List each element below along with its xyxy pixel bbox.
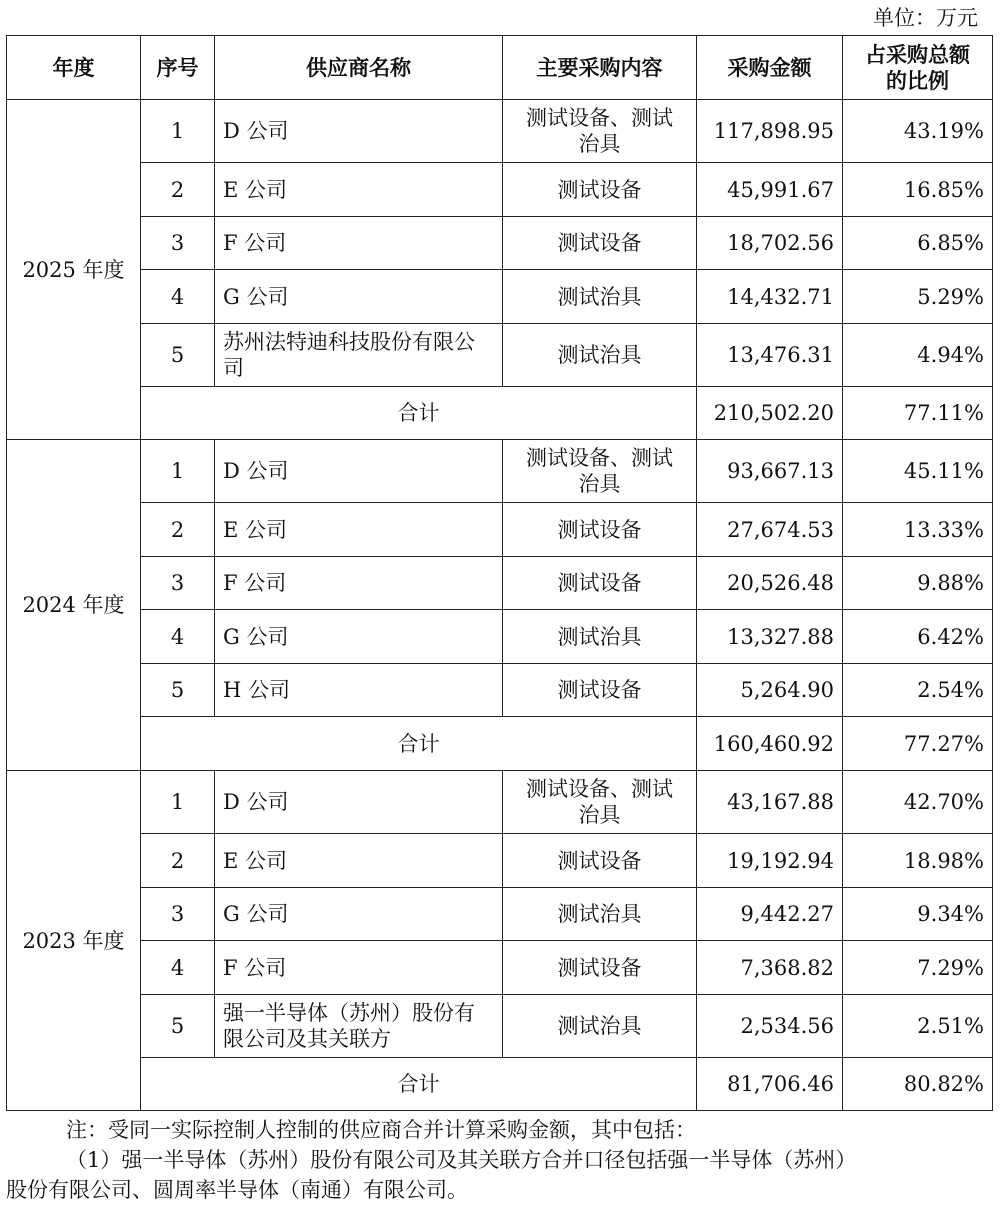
seq-cell: 3: [141, 888, 215, 941]
ratio-cell: 45.11%: [843, 440, 993, 503]
content-cell: 测试治具: [503, 995, 697, 1058]
total-ratio: 77.27%: [843, 717, 993, 771]
header-seq: 序号: [141, 36, 215, 100]
content-cell: 测试治具: [503, 610, 697, 664]
content-cell: 测试设备: [503, 503, 697, 557]
total-amount: 210,502.20: [697, 387, 843, 440]
seq-cell: 3: [141, 557, 215, 610]
seq-cell: 2: [141, 163, 215, 217]
table-row: [7, 664, 993, 717]
supplier-cell: F 公司: [215, 217, 503, 270]
supplier-cell: E 公司: [215, 834, 503, 888]
year-cell: 2024 年度: [7, 440, 141, 771]
total-row: [7, 717, 993, 771]
table-row: [7, 217, 993, 270]
amount-cell: 7,368.82: [697, 941, 843, 995]
content-cell: 测试设备: [503, 217, 697, 270]
amount-cell: 19,192.94: [697, 834, 843, 888]
supplier-cell: D 公司: [215, 440, 503, 503]
seq-cell: 5: [141, 664, 215, 717]
total-row: [7, 387, 993, 440]
ratio-cell: 6.85%: [843, 217, 993, 270]
note-line-1: 注：受同一实际控制人控制的供应商合并计算采购金额，其中包括：: [66, 1118, 696, 1142]
seq-cell: 4: [141, 270, 215, 324]
content-cell: 测试设备: [503, 941, 697, 995]
supplier-cell: G 公司: [215, 610, 503, 664]
supplier-cell: F 公司: [215, 941, 503, 995]
footnotes: [0, 1115, 1000, 1205]
table-row: [7, 163, 993, 217]
amount-cell: 20,526.48: [697, 557, 843, 610]
content-cell: 测试治具: [503, 270, 697, 324]
supplier-cell: G 公司: [215, 888, 503, 941]
seq-cell: 2: [141, 503, 215, 557]
total-ratio: 80.82%: [843, 1058, 993, 1111]
seq-cell: 1: [141, 100, 215, 163]
amount-cell: 5,264.90: [697, 664, 843, 717]
header-content: 主要采购内容: [503, 36, 697, 100]
header-amount: 采购金额: [697, 36, 843, 100]
total-amount: 160,460.92: [697, 717, 843, 771]
supplier-cell: D 公司: [215, 771, 503, 834]
supplier-cell: D 公司: [215, 100, 503, 163]
content-cell: 测试设备、测试治具: [503, 771, 697, 834]
note-line-2: （1）强一半导体（苏州）股份有限公司及其关联方合并口径包括强一半导体（苏州）: [66, 1148, 857, 1172]
table-row: [7, 324, 993, 387]
header-year: 年度: [7, 36, 141, 100]
table-row: [7, 888, 993, 941]
note-line-3: 股份有限公司、圆周率半导体（南通）有限公司。: [6, 1178, 468, 1202]
seq-cell: 1: [141, 440, 215, 503]
content-cell: 测试设备: [503, 664, 697, 717]
content-cell: 测试设备: [503, 163, 697, 217]
year-cell: 2025 年度: [7, 100, 141, 440]
total-ratio: 77.11%: [843, 387, 993, 440]
total-row: [7, 1058, 993, 1111]
amount-cell: 117,898.95: [697, 100, 843, 163]
supplier-cell: E 公司: [215, 503, 503, 557]
total-label: 合计: [141, 1058, 697, 1111]
ratio-cell: 5.29%: [843, 270, 993, 324]
supplier-cell: F 公司: [215, 557, 503, 610]
amount-cell: 93,667.13: [697, 440, 843, 503]
table-row: [7, 610, 993, 664]
table-header-row: [7, 36, 993, 100]
seq-cell: 1: [141, 771, 215, 834]
ratio-cell: 9.88%: [843, 557, 993, 610]
ratio-cell: 7.29%: [843, 941, 993, 995]
table-row: [7, 503, 993, 557]
table-row: [7, 557, 993, 610]
table-row: [7, 995, 993, 1058]
seq-cell: 2: [141, 834, 215, 888]
amount-cell: 14,432.71: [697, 270, 843, 324]
table-row: [7, 771, 993, 834]
unit-label: 单位：万元: [873, 6, 978, 30]
supplier-cell: 强一半导体（苏州）股份有限公司及其关联方: [215, 995, 503, 1058]
total-label: 合计: [141, 717, 697, 771]
amount-cell: 2,534.56: [697, 995, 843, 1058]
content-cell: 测试设备、测试治具: [503, 440, 697, 503]
supplier-cell: 苏州法特迪科技股份有限公司: [215, 324, 503, 387]
supplier-cell: G 公司: [215, 270, 503, 324]
total-label: 合计: [141, 387, 697, 440]
table-row: [7, 834, 993, 888]
total-amount: 81,706.46: [697, 1058, 843, 1111]
amount-cell: 43,167.88: [697, 771, 843, 834]
amount-cell: 27,674.53: [697, 503, 843, 557]
table-row: [7, 270, 993, 324]
amount-cell: 13,476.31: [697, 324, 843, 387]
supplier-cell: H 公司: [215, 664, 503, 717]
ratio-cell: 16.85%: [843, 163, 993, 217]
seq-cell: 4: [141, 610, 215, 664]
amount-cell: 9,442.27: [697, 888, 843, 941]
content-cell: 测试治具: [503, 324, 697, 387]
ratio-cell: 13.33%: [843, 503, 993, 557]
table-row: [7, 100, 993, 163]
header-supplier: 供应商名称: [215, 36, 503, 100]
ratio-cell: 2.51%: [843, 995, 993, 1058]
content-cell: 测试设备: [503, 557, 697, 610]
amount-cell: 18,702.56: [697, 217, 843, 270]
seq-cell: 5: [141, 324, 215, 387]
ratio-cell: 9.34%: [843, 888, 993, 941]
ratio-cell: 43.19%: [843, 100, 993, 163]
year-cell: 2023 年度: [7, 771, 141, 1111]
seq-cell: 3: [141, 217, 215, 270]
content-cell: 测试治具: [503, 888, 697, 941]
amount-cell: 13,327.88: [697, 610, 843, 664]
supplier-cell: E 公司: [215, 163, 503, 217]
ratio-cell: 4.94%: [843, 324, 993, 387]
ratio-cell: 2.54%: [843, 664, 993, 717]
supplier-purchase-table: [6, 35, 993, 1111]
table-row: [7, 941, 993, 995]
amount-cell: 45,991.67: [697, 163, 843, 217]
seq-cell: 5: [141, 995, 215, 1058]
header-ratio: 占采购总额的比例: [843, 36, 993, 100]
ratio-cell: 18.98%: [843, 834, 993, 888]
content-cell: 测试设备: [503, 834, 697, 888]
content-cell: 测试设备、测试治具: [503, 100, 697, 163]
ratio-cell: 6.42%: [843, 610, 993, 664]
seq-cell: 4: [141, 941, 215, 995]
ratio-cell: 42.70%: [843, 771, 993, 834]
table-row: [7, 440, 993, 503]
